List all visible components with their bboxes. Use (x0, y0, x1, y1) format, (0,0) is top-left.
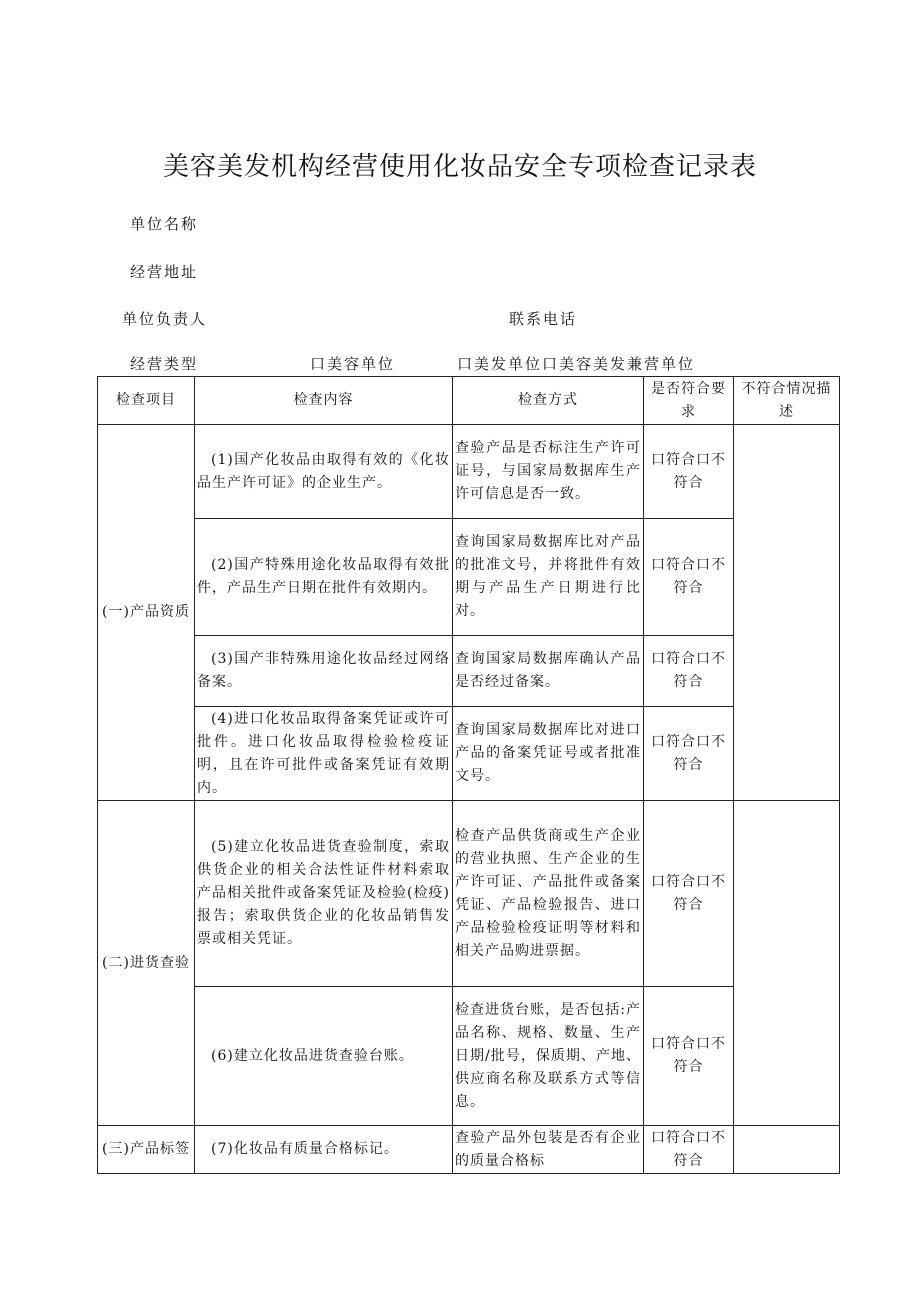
address-label: 经营地址 (130, 263, 199, 281)
inspection-table (97, 376, 840, 1174)
table-row (98, 425, 840, 519)
phone-label: 联系电话 (509, 310, 578, 328)
type-option-hair-and-both[interactable]: 口美发单位口美容美发兼营单位 (457, 355, 696, 373)
row-method: 查询国家局数据库确认产品是否经过备案。 (453, 636, 644, 707)
row-content: (5)建立化妆品进货查验制度，索取供货企业的相关合法性证件材料索取产品相关批件或备案凭证及检验(检疫)报告；索取供货企业的化妆品销售发票或相关凭证。 (195, 801, 453, 987)
conform-checkbox[interactable]: 口符合口不符合 (644, 987, 734, 1126)
conform-checkbox[interactable]: 口符合口不符合 (644, 1126, 734, 1174)
row-method: 查验产品是否标注生产许可证号，与国家局数据库生产许可信息是否一致。 (453, 425, 644, 519)
conform-checkbox[interactable]: 口符合口不符合 (644, 519, 734, 636)
table-row (98, 707, 840, 801)
table-row (98, 801, 840, 987)
row-method: 查询国家局数据库比对产品的批准文号，并将批件有效期与产品生产日期进行比对。 (453, 519, 644, 636)
header-conform: 是否符合要求 (644, 377, 734, 425)
row-content: (2)国产特殊用途化妆品取得有效批件，产品生产日期在批件有效期内。 (195, 519, 453, 636)
header-method: 检查方式 (453, 377, 644, 425)
row-method: 检查进货台账，是否包括:产品名称、规格、数量、生产日期/批号，保质期、产地、供应商名称及联系方式等信息。 (453, 987, 644, 1126)
unit-name-label: 单位名称 (130, 215, 199, 233)
header-nonconform: 不符合情况描述 (734, 377, 840, 425)
row-content: (6)建立化妆品进货查验台账。 (195, 987, 453, 1126)
manager-label: 单位负责人 (122, 310, 208, 328)
row-content: (4)进口化妆品取得备案凭证或许可批件。进口化妆品取得检验检疫证明，且在许可批件或备案凭证有效期内。 (195, 707, 453, 801)
header-item: 检查项目 (98, 377, 195, 425)
type-option-beauty[interactable]: 口美容单位 (310, 355, 396, 373)
category-purchase-inspection: (二)进货查验 (98, 801, 195, 1126)
row-method: 检查产品供货商或生产企业的营业执照、生产企业的生产许可证、产品批件或备案凭证、产品检验报告、进口产品检验检疫证明等材料和相关产品购进票据。 (453, 801, 644, 987)
table-row (98, 987, 840, 1126)
category-product-qualification: (一)产品资质 (98, 425, 195, 801)
nonconform-description[interactable] (734, 1126, 840, 1174)
business-type-label: 经营类型 (130, 355, 199, 373)
conform-checkbox[interactable]: 口符合口不符合 (644, 707, 734, 801)
nonconform-description[interactable] (734, 425, 840, 801)
row-method: 查询国家局数据库比对进口产品的备案凭证号或者批准文号。 (453, 707, 644, 801)
row-content: (7)化妆品有质量合格标记。 (195, 1126, 453, 1174)
page-title: 美容美发机构经营使用化妆品安全专项检查记录表 (162, 152, 757, 182)
conform-checkbox[interactable]: 口符合口不符合 (644, 425, 734, 519)
table-header-row (98, 377, 840, 425)
table-row (98, 519, 840, 636)
nonconform-description[interactable] (734, 801, 840, 1126)
conform-checkbox[interactable]: 口符合口不符合 (644, 636, 734, 707)
table-row (98, 1126, 840, 1174)
row-content: (3)国产非特殊用途化妆品经过网络备案。 (195, 636, 453, 707)
row-content: (1)国产化妆品由取得有效的《化妆品生产许可证》的企业生产。 (195, 425, 453, 519)
table-row (98, 636, 840, 707)
row-method: 查验产品外包装是否有企业的质量合格标 (453, 1126, 644, 1174)
category-product-label: (三)产品标签 (98, 1126, 195, 1174)
header-content: 检查内容 (195, 377, 453, 425)
conform-checkbox[interactable]: 口符合口不符合 (644, 801, 734, 987)
